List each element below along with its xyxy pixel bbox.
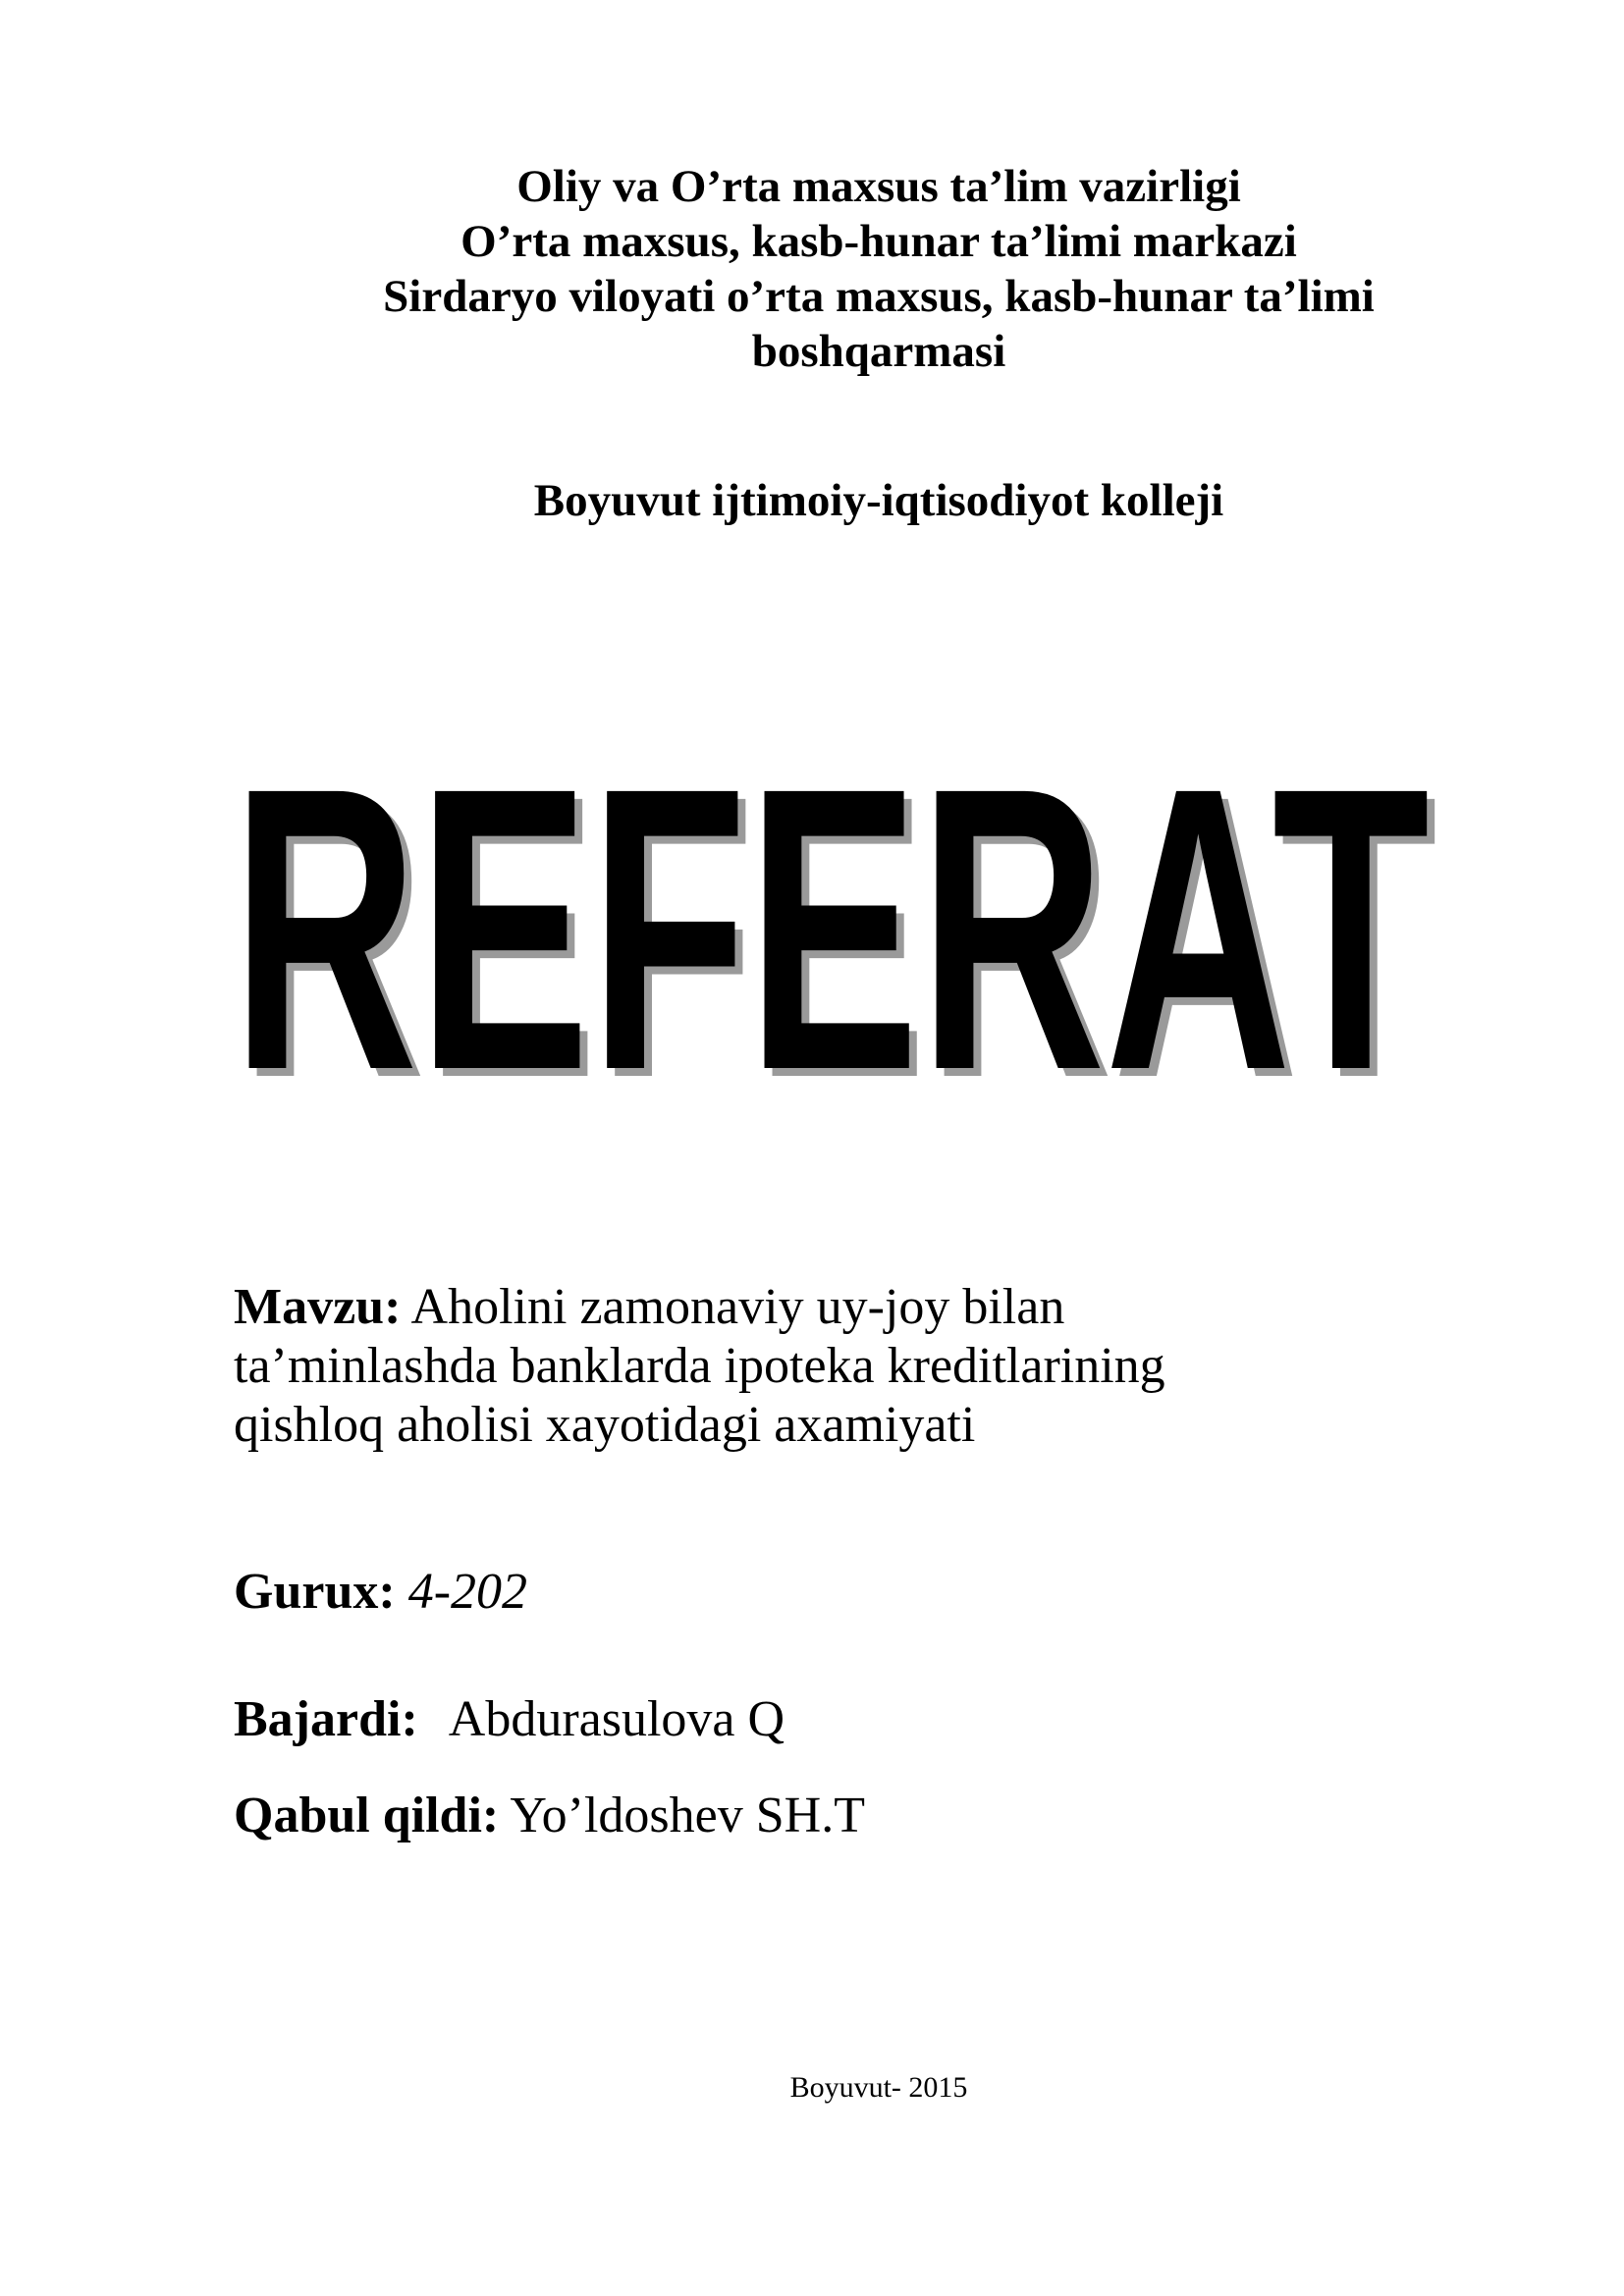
header-line-center: O’rta maxsus, kasb-hunar ta’limi markazi — [460, 216, 1297, 267]
accepted-label: Qabul qildi: — [234, 1788, 500, 1843]
author-row — [234, 1690, 785, 1749]
topic-label: Mavzu: — [234, 1279, 402, 1335]
author-value: Abdurasulova Q — [448, 1691, 785, 1747]
header-line-region: Sirdaryo viloyati o’rta maxsus, kasb-hunar ta’limi — [383, 271, 1375, 322]
title-text: REFERAT — [232, 775, 1430, 1090]
topic-text-3: qishloq aholisi xayotidagi axamiyati — [234, 1397, 976, 1453]
topic-text-1: Aholini zamonaviy uy-joy bilan — [410, 1279, 1065, 1335]
topic-block — [234, 1278, 1412, 1455]
document-title — [232, 775, 1449, 1090]
title-graphic — [232, 775, 1449, 1090]
ministry-header — [0, 159, 1624, 379]
college-name: Boyuvut ijtimoiy-iqtisodiyot kolleji — [533, 475, 1224, 526]
author-label: Bajardi: — [234, 1691, 418, 1747]
title-shadow: REFERAT — [240, 775, 1437, 1090]
topic-line-1 — [234, 1278, 1412, 1337]
header-line-administration: boshqarmasi — [751, 326, 1006, 377]
topic-text-2: ta’minlashda banklarda ipoteka kreditlarining — [234, 1338, 1165, 1394]
group-label: Gurux: — [234, 1564, 396, 1620]
accepted-row — [234, 1787, 865, 1845]
group-row — [234, 1563, 527, 1622]
footer-place-year: Boyuvut- 2015 — [789, 2071, 968, 2104]
accepted-value: Yo’ldoshev SH.T — [510, 1788, 865, 1843]
group-value: 4-202 — [407, 1564, 528, 1620]
header-line-ministry: Oliy va O’rta maxsus ta’lim vazirligi — [516, 161, 1241, 212]
